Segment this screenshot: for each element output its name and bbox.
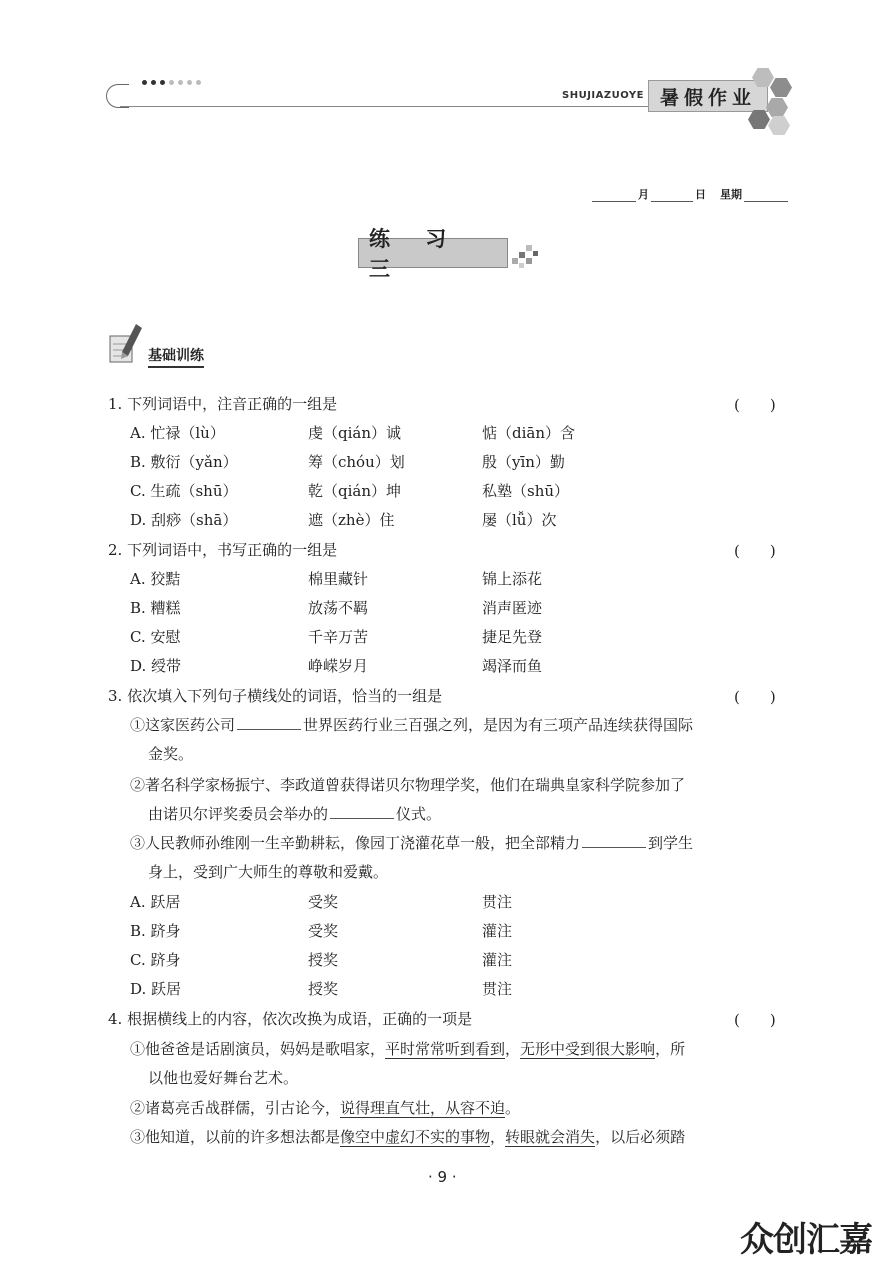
q3-sentence-3-cont: 身上，受到广大师生的尊敬和爱戴。	[148, 863, 389, 881]
q3-blank-2[interactable]	[330, 804, 394, 819]
q3-option-d-1: D. 跃居	[130, 980, 182, 998]
q2-option-c-3: 捷足先登	[482, 628, 543, 646]
section-heading: 基础训练	[148, 345, 204, 368]
month-blank[interactable]	[592, 189, 636, 202]
q3-sentence-2-cont: 由诺贝尔评奖委员会举办的 仪式。	[148, 805, 442, 823]
q3-option-a-1: A. 跃居	[130, 893, 181, 911]
q4-sentence-1: ①他爸爸是话剧演员，妈妈是歌唱家，平时常常听到看到，无形中受到很大影响，所	[130, 1040, 686, 1058]
q3-option-d-2: 授奖	[308, 980, 339, 998]
q4-answer-paren[interactable]: ( )	[734, 1011, 776, 1029]
q1-option-a-1: A. 忙禄（lù）	[130, 424, 225, 442]
q1-option-a-2: 虔（qián）诚	[308, 424, 402, 442]
q2-option-a-3: 锦上添花	[482, 570, 543, 588]
q1-option-a-3: 惦（diān）含	[482, 424, 576, 442]
month-label: 月	[638, 188, 649, 201]
q1-option-c-3: 私塾（shū）	[482, 482, 570, 500]
header-curve-decoration	[106, 84, 129, 108]
q3-option-c-1: C. 跻身	[130, 951, 181, 969]
q4-underline-2: 无形中受到很大影响	[520, 1040, 656, 1058]
day-blank[interactable]	[651, 189, 693, 202]
q3-stem: 3. 依次填入下列句子横线处的词语，恰当的一组是	[108, 687, 443, 705]
q3-option-d-3: 贯注	[482, 980, 513, 998]
q1-option-b-3: 殷（yīn）勤	[482, 453, 565, 471]
q2-option-d-2: 峥嵘岁月	[308, 657, 369, 675]
q4-sentence-2: ②诸葛亮舌战群儒，引古论今，说得理直气壮，从容不迫。	[130, 1099, 521, 1117]
pencil-icon	[108, 322, 144, 364]
q2-option-a-2: 棉里藏针	[308, 570, 369, 588]
q3-sentence-1: ①这家医药公司 世界医药行业三百强之列，是因为有三项产品连续获得国际	[130, 716, 694, 734]
q3-blank-3[interactable]	[582, 833, 646, 848]
q1-answer-paren[interactable]: ( )	[734, 396, 776, 414]
q3-blank-1[interactable]	[237, 715, 301, 730]
q4-sentence-3: ③他知道，以前的许多想法都是像空中虚幻不实的事物，转眼就会消失，以后必须踏	[130, 1128, 686, 1146]
q2-option-b-3: 消声匿迹	[482, 599, 543, 617]
q2-answer-paren[interactable]: ( )	[734, 542, 776, 560]
q3-answer-paren[interactable]: ( )	[734, 688, 776, 706]
q4-sentence-1-cont: 以他也爱好舞台艺术。	[148, 1069, 299, 1087]
q1-option-d-3: 屡（lǚ）次	[482, 511, 557, 529]
brand-chinese: 暑假作业	[648, 80, 768, 112]
q3-sentence-1-cont: 金奖。	[148, 745, 194, 763]
q1-stem: 1. 下列词语中，注音正确的一组是	[108, 395, 338, 413]
brand-english: SHUJIAZUOYE	[562, 90, 644, 101]
q4-underline-3: 说得理直气壮，从容不迫	[340, 1099, 506, 1117]
q3-option-b-1: B. 跻身	[130, 922, 181, 940]
q1-option-c-1: C. 生疏（shū）	[130, 482, 238, 500]
q4-underline-1: 平时常常听到看到	[385, 1040, 506, 1058]
q2-option-c-2: 千辛万苦	[308, 628, 369, 646]
q3-option-c-2: 授奖	[308, 951, 339, 969]
exercise-title: 练 习 三	[358, 238, 508, 268]
header-dots-decoration	[142, 80, 201, 85]
q2-option-c-1: C. 安慰	[130, 628, 181, 646]
q2-option-d-3: 竭泽而鱼	[482, 657, 543, 675]
q1-option-c-2: 乾（qián）坤	[308, 482, 402, 500]
weekday-blank[interactable]	[744, 189, 788, 202]
header-rule	[120, 106, 660, 107]
q3-option-a-2: 受奖	[308, 893, 339, 911]
watermark-logo: 众创汇嘉	[740, 1220, 872, 1260]
q2-option-a-1: A. 狡黠	[130, 570, 181, 588]
page-number: · 9 ·	[428, 1168, 457, 1186]
day-label: 日	[695, 188, 706, 201]
q3-sentence-2: ②著名科学家杨振宁、李政道曾获得诺贝尔物理学奖，他们在瑞典皇家科学院参加了	[130, 776, 686, 794]
q4-underline-5: 转眼就会消失	[505, 1128, 596, 1146]
q2-option-d-1: D. 绶带	[130, 657, 182, 675]
q3-option-b-2: 受奖	[308, 922, 339, 940]
q3-option-b-3: 灌注	[482, 922, 513, 940]
q4-stem: 4. 根据横线上的内容，依次改换为成语，正确的一项是	[108, 1010, 473, 1028]
weekday-label: 星期	[720, 188, 742, 201]
q3-sentence-3: ③人民教师孙维刚一生辛勤耕耘，像园丁浇灌花草一般，把全部精力 到学生	[130, 834, 694, 852]
q2-stem: 2. 下列词语中，书写正确的一组是	[108, 541, 338, 559]
q2-option-b-1: B. 糟糕	[130, 599, 181, 617]
q1-option-b-1: B. 敷衍（yǎn）	[130, 453, 238, 471]
q1-option-d-1: D. 刮痧（shā）	[130, 511, 238, 529]
q3-option-a-3: 贯注	[482, 893, 513, 911]
q1-option-d-2: 遮（zhè）住	[308, 511, 395, 529]
q2-option-b-2: 放荡不羁	[308, 599, 369, 617]
q4-underline-4: 像空中虚幻不实的事物	[340, 1128, 491, 1146]
q3-option-c-3: 灌注	[482, 951, 513, 969]
date-line	[592, 186, 788, 202]
q1-option-b-2: 筹（chóu）划	[308, 453, 405, 471]
